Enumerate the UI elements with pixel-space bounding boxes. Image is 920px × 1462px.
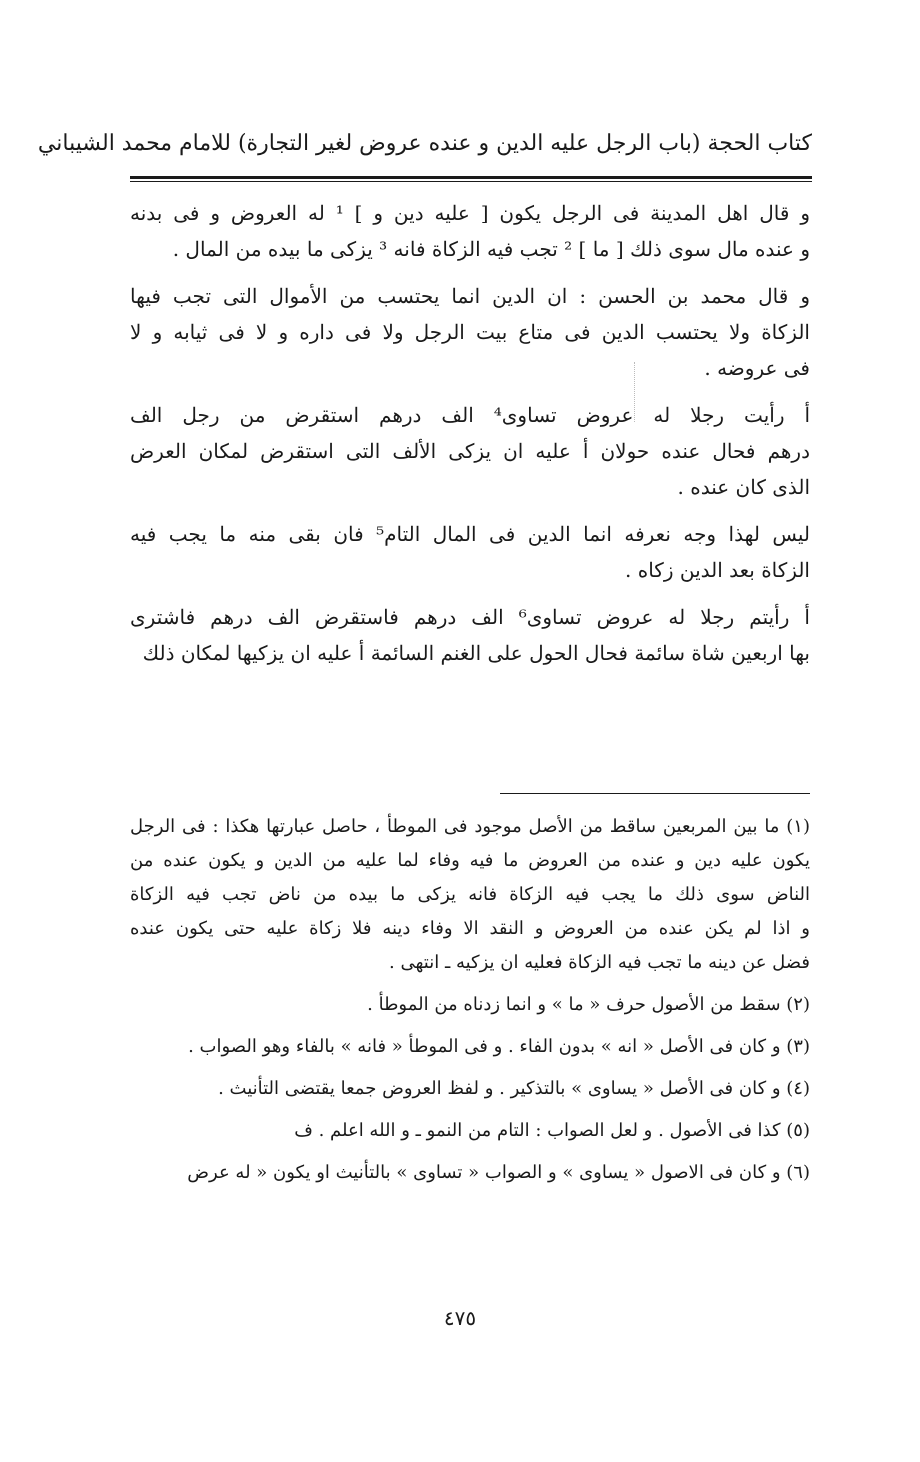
header-rule-thin: [130, 181, 812, 182]
running-header: كتاب الحجة (باب الرجل عليه الدين و عنده عروض لغير التجارة) للامام محمد الشيباني: [37, 131, 812, 156]
text-line: (٣) و كان فى الأصل « انه » بدون الفاء . و فى الموطأ « فانه » بالفاء وهو الصواب .: [188, 1036, 810, 1057]
text-line: أ رأيتم رجلا له عروض تساوى⁶ الف درهم فاستقرض الف درهم فاشترى: [130, 605, 810, 629]
text-line: يكون عليه دين و عنده من العروض ما فيه وفاء لما عليه من الدين و يكون عنده من: [130, 850, 810, 871]
paragraph: [130, 397, 810, 505]
text-line: (١) ما بين المربعين ساقط من الأصل موجود فى الموطأ ، حاصل عبارتها هكذا : فى الرجل: [130, 816, 810, 837]
text-line: ليس لهذا وجه نعرفه انما الدين فى المال التام⁵ فان بقى منه ما يجب فيه: [130, 522, 810, 546]
text-line: فى عروضه .: [704, 356, 810, 380]
text-line: أ رأيت رجلا له عروض تساوى⁴ الف درهم استقرض من رجل الف: [130, 403, 811, 427]
text-line: و اذا لم يكن عنده من العروض و النقد الا وفاء دينه فلا زكاة عليه حتى يكون عنده: [130, 918, 810, 939]
footnote: [130, 988, 810, 1022]
text-line: و قال محمد بن الحسن : ان الدين انما يحتسب من الأموال التى تجب فيها: [130, 284, 810, 308]
text-line: الناض سوى ذلك ما يجب فيه الزكاة فانه يزكى ما بيده من ناض تجب فيه الزكاة: [130, 884, 810, 905]
main-text: [130, 195, 810, 682]
text-line: (٥) كذا فى الأصول . و لعل الصواب : التام من النمو ـ و الله اعلم . ف: [294, 1120, 810, 1141]
text-line: و عنده مال سوى ذلك [ ما ] ² تجب فيه الزكاة فانه ³ يزكى ما بيده من المال .: [172, 237, 810, 261]
paragraph: [130, 516, 810, 588]
paragraph: [130, 195, 810, 267]
paragraph: [130, 599, 810, 671]
footnote: [130, 1114, 810, 1148]
text-line: (٦) و كان فى الاصول « يساوى » و الصواب « تساوى » بالتأنيث او يكون « له عرض: [187, 1162, 810, 1183]
paragraph: [130, 278, 810, 386]
footnote: [130, 1072, 810, 1106]
text-line: درهم فحال عنده حولان أ عليه ان يزكى الألف التى استقرض لمكان العرض: [130, 439, 810, 463]
footnotes: [130, 810, 810, 1198]
footnote: [130, 1030, 810, 1064]
text-line: بها اربعين شاة سائمة فحال الحول على الغنم السائمة أ عليه ان يزكيها لمكان ذلك: [142, 641, 810, 665]
text-line: و قال اهل المدينة فى الرجل يكون [ عليه دين و ] ¹ له العروض و فى بدنه: [130, 201, 810, 225]
footnote: [130, 1156, 810, 1190]
footnote-separator: [500, 793, 810, 794]
text-line: فضل عن دينه ما تجب فيه الزكاة فعليه ان يزكيه ـ انتهى .: [389, 952, 810, 973]
page-number: ٤٧٥: [443, 1306, 477, 1330]
text-line: الزكاة بعد الدين زكاه .: [625, 558, 810, 582]
text-line: الزكاة ولا يحتسب الدين فى متاع بيت الرجل ولا فى داره و لا فى ثيابه و لا: [130, 320, 810, 344]
footnote: [130, 810, 810, 980]
text-line: الذى كان عنده .: [677, 475, 810, 499]
text-line: (٤) و كان فى الأصل « يساوى » بالتذكير . و لفظ العروض جمعا يقتضى التأنيث .: [218, 1078, 810, 1099]
text-line: (٢) سقط من الأصول حرف « ما » و انما زدناه من الموطأ .: [367, 994, 810, 1015]
header-rule: [130, 176, 812, 179]
